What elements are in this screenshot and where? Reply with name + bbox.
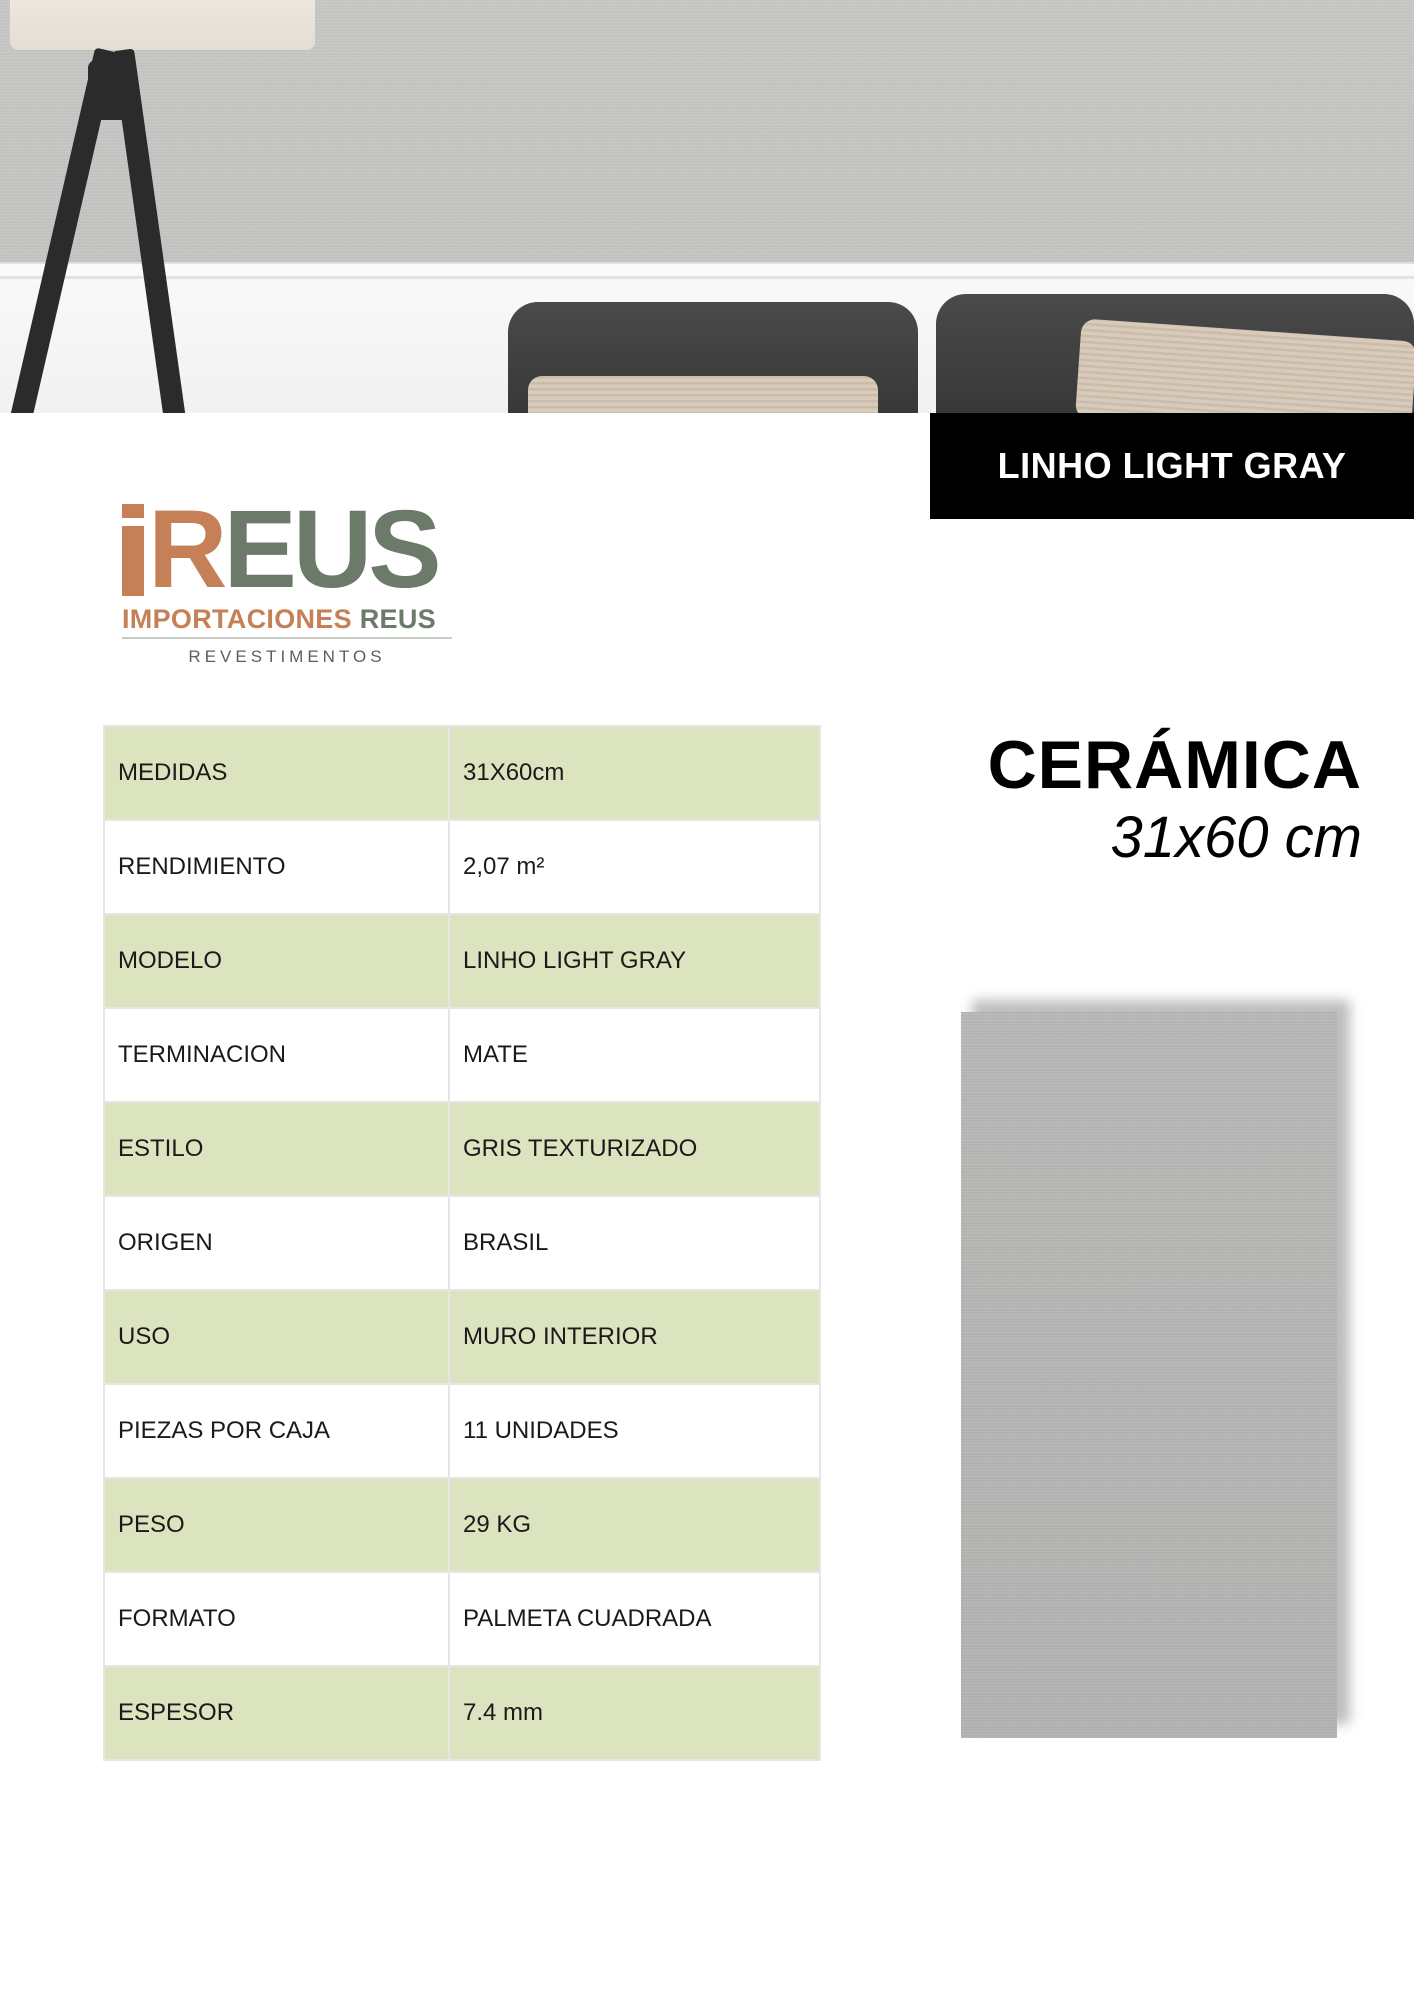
logo-mark: [122, 488, 452, 611]
logo-tagline: REVESTIMENTOS: [188, 647, 386, 666]
spec-label: MEDIDAS: [104, 726, 449, 820]
spec-row: [104, 820, 820, 914]
logo-i-glyph: [122, 504, 144, 596]
spec-label: PESO: [104, 1478, 449, 1572]
spec-value: 2,07 m²: [449, 820, 820, 914]
spec-value: LINHO LIGHT GRAY: [449, 914, 820, 1008]
spec-label: ESPESOR: [104, 1666, 449, 1760]
logo-subtitle-prefix: IMPORTACIONES: [122, 604, 360, 634]
product-size: 31x60 cm: [1110, 805, 1362, 870]
spec-value: 31X60cm: [449, 726, 820, 820]
spec-row: [104, 1666, 820, 1760]
product-title: LINHO LIGHT GRAY: [997, 445, 1347, 486]
lamp-hub: [88, 60, 132, 120]
pillow-light-left: [528, 376, 878, 413]
spec-label: RENDIMIENTO: [104, 820, 449, 914]
spec-row: [104, 1572, 820, 1666]
spec-row: [104, 726, 820, 820]
hero-photo: [0, 0, 1414, 413]
spec-value: 11 UNIDADES: [449, 1384, 820, 1478]
spec-label: ESTILO: [104, 1102, 449, 1196]
spec-label: PIEZAS POR CAJA: [104, 1384, 449, 1478]
spec-value: 29 KG: [449, 1478, 820, 1572]
spec-row: [104, 1384, 820, 1478]
spec-value: MURO INTERIOR: [449, 1290, 820, 1384]
spec-label: MODELO: [104, 914, 449, 1008]
spec-row: [104, 1102, 820, 1196]
spec-value: BRASIL: [449, 1196, 820, 1290]
brand-logo: [122, 488, 452, 667]
logo-wordmark: REUS: [148, 488, 438, 611]
spec-value: 7.4 mm: [449, 1666, 820, 1760]
logo-subtitle-brand: REUS: [359, 604, 436, 634]
tile-sample-image: [961, 1012, 1337, 1738]
product-heading: [988, 725, 1362, 871]
spec-row: [104, 1478, 820, 1572]
spec-value: MATE: [449, 1008, 820, 1102]
spec-row: [104, 1290, 820, 1384]
spec-label: USO: [104, 1290, 449, 1384]
spec-label: TERMINACION: [104, 1008, 449, 1102]
lamp-shade: [10, 0, 315, 50]
product-category: CERÁMICA: [987, 727, 1362, 803]
spec-row: [104, 1008, 820, 1102]
spec-value: PALMETA CUADRADA: [449, 1572, 820, 1666]
spec-label: ORIGEN: [104, 1196, 449, 1290]
spec-table: [103, 725, 821, 1761]
spec-label: FORMATO: [104, 1572, 449, 1666]
logo-subtitle: [122, 604, 452, 639]
spec-value: GRIS TEXTURIZADO: [449, 1102, 820, 1196]
spec-row: [104, 1196, 820, 1290]
product-title-tag: [930, 413, 1414, 519]
spec-row: [104, 914, 820, 1008]
